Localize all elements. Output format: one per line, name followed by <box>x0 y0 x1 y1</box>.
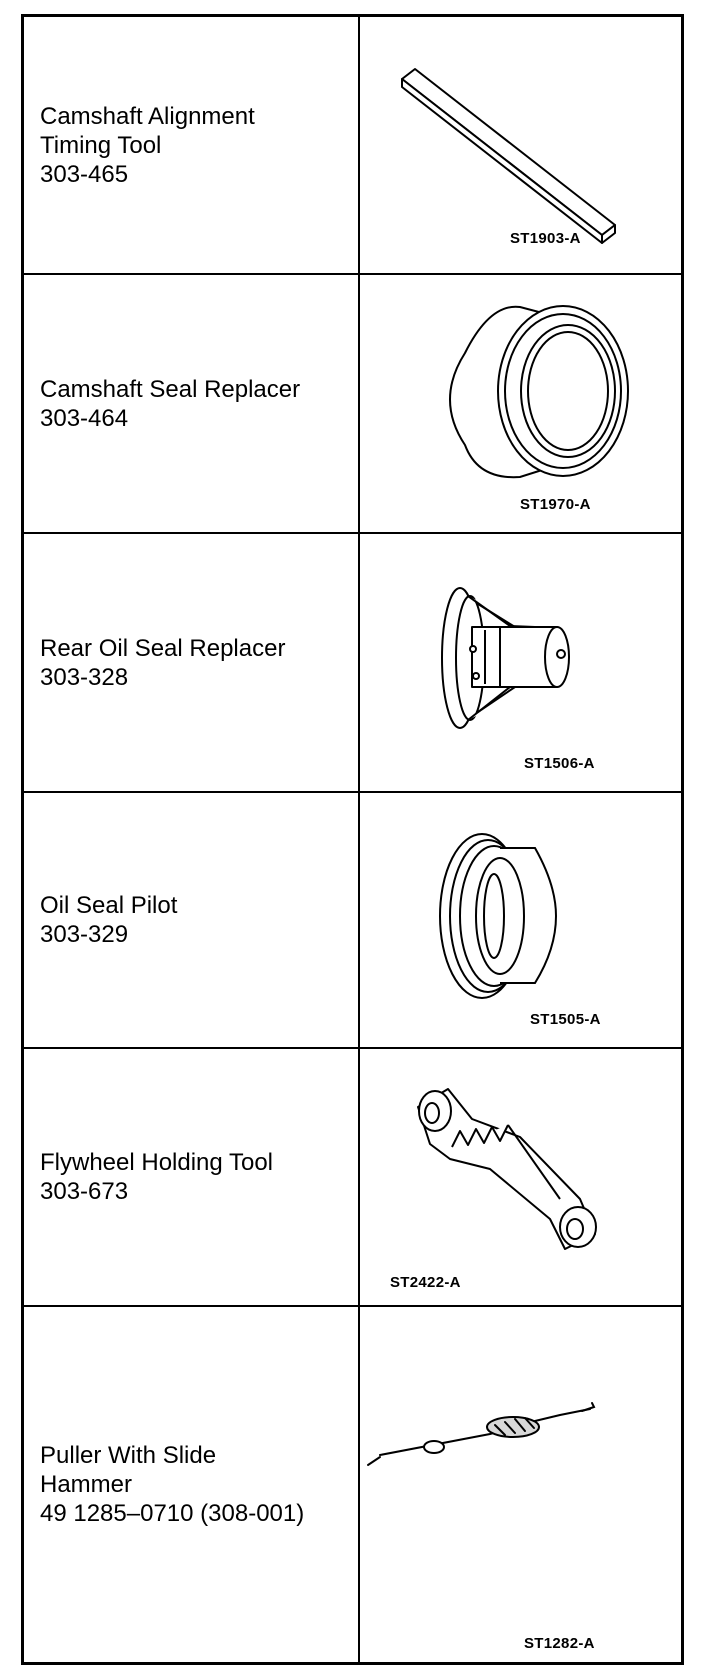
tool-name-line: Timing Tool <box>40 131 162 159</box>
slide-hammer-icon <box>360 1307 684 1663</box>
tool-row <box>24 791 681 1047</box>
tool-illustration-cell <box>360 1049 681 1305</box>
tool-illustration-cell <box>360 17 681 273</box>
seal-pilot-icon <box>360 793 684 1047</box>
tool-number: 303-673 <box>40 1178 129 1205</box>
tool-description-cell <box>24 17 360 273</box>
tool-row <box>24 532 681 791</box>
tool-number: 303-329 <box>40 921 129 948</box>
tool-illustration-cell <box>360 1307 681 1662</box>
tool-description-cell <box>24 275 360 532</box>
rear-seal-replacer-icon <box>360 534 684 791</box>
tool-description <box>40 102 255 189</box>
special-tools-table <box>21 14 684 1665</box>
tool-description-cell <box>24 1049 360 1305</box>
tool-description <box>40 375 300 433</box>
illustration-code: ST1506-A <box>524 755 595 772</box>
tool-name-line: Camshaft Seal Replacer <box>40 375 301 403</box>
tool-number: 303-328 <box>40 663 129 691</box>
tool-number: 303-465 <box>40 160 129 188</box>
seal-replacer-icon <box>360 275 684 532</box>
tool-description-cell <box>24 1307 360 1662</box>
tool-name-line: Oil Seal Pilot <box>40 892 178 919</box>
illustration-code: ST2422-A <box>390 1274 461 1291</box>
illustration-code: ST1282-A <box>524 1635 595 1652</box>
tool-description <box>40 634 285 692</box>
flywheel-holder-icon <box>360 1049 684 1305</box>
tool-row <box>24 273 681 532</box>
illustration-code: ST1970-A <box>520 496 591 513</box>
tool-row <box>24 1047 681 1305</box>
tool-illustration-cell <box>360 793 681 1047</box>
tool-illustration-cell <box>360 534 681 791</box>
tool-description <box>40 1148 273 1206</box>
illustration-code: ST1505-A <box>530 1011 601 1028</box>
tool-number: 49 1285–0710 (308-001) <box>40 1500 305 1527</box>
tool-illustration-cell <box>360 275 681 532</box>
tool-row <box>24 17 681 273</box>
tool-row <box>24 1305 681 1662</box>
tool-name-line: Hammer <box>40 1471 133 1498</box>
tool-name-line: Puller With Slide <box>40 1442 217 1469</box>
tool-description-cell <box>24 793 360 1047</box>
tool-number: 303-464 <box>40 404 129 432</box>
tool-description-cell <box>24 534 360 791</box>
tool-description <box>40 1441 304 1528</box>
tool-name-line: Flywheel Holding Tool <box>40 1149 274 1176</box>
tool-description <box>40 891 177 949</box>
illustration-code: ST1903-A <box>510 230 581 247</box>
tool-name-line: Rear Oil Seal Replacer <box>40 634 286 662</box>
tool-name-line: Camshaft Alignment <box>40 102 255 130</box>
